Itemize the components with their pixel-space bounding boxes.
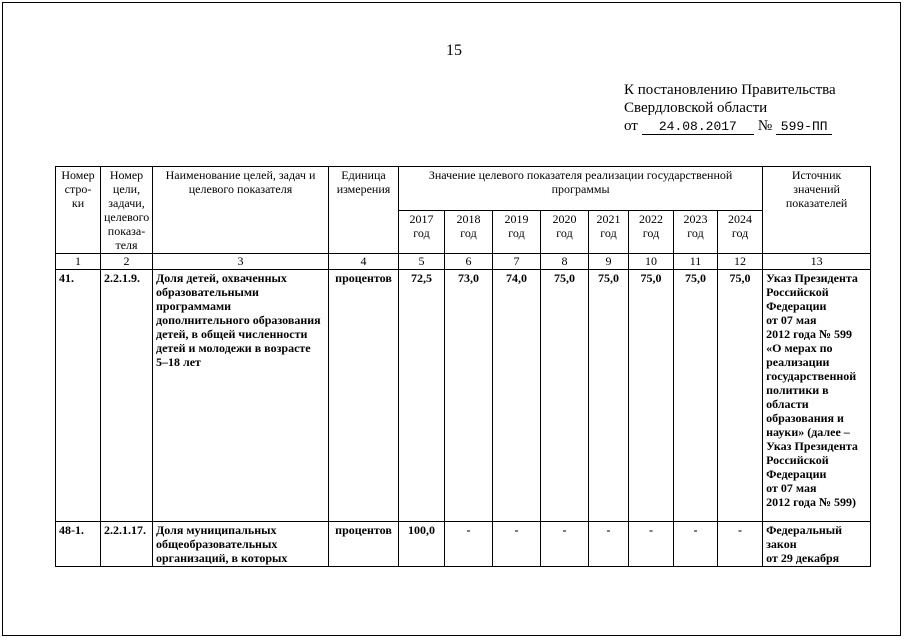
row-source-line: политики в: [766, 383, 829, 397]
column-number: 7: [493, 254, 541, 270]
header-year-2022: [629, 210, 674, 254]
row-source-line: Федерации: [766, 467, 827, 481]
header-year-2020: [541, 210, 589, 254]
row-source-cell: [763, 270, 871, 522]
column-number: 13: [763, 254, 871, 270]
page-number: 15: [446, 42, 462, 59]
row-name-cell: [153, 522, 329, 567]
header-year-line: 2019: [504, 211, 529, 226]
header-text-line: ки: [71, 196, 85, 210]
header-text-line: задачи,: [108, 196, 145, 210]
row-value-cell: 75,0: [674, 270, 718, 522]
header-year-line: год: [508, 225, 525, 240]
header-year-line: 2021: [596, 211, 621, 226]
row-unit-cell: процентов: [329, 522, 399, 567]
header-text-line: целевого: [104, 210, 150, 224]
row-source-line: области: [766, 397, 809, 411]
row-source-line: образования и: [766, 411, 844, 425]
from-label: от: [624, 118, 638, 134]
table-row: [56, 522, 871, 567]
header-year-2018: [445, 210, 493, 254]
row-value-cell: -: [718, 522, 763, 567]
row-value-cell: 73,0: [445, 270, 493, 522]
header-values-group: [399, 167, 763, 211]
header-text-line: Единица: [341, 168, 386, 182]
row-name-cell: [153, 270, 329, 522]
row-value-cell: 75,0: [629, 270, 674, 522]
header-unit: [329, 167, 399, 254]
row-name-line: организаций, в которых: [156, 551, 288, 565]
row-value-cell: -: [589, 522, 629, 567]
row-name-line: детей, в общей численности: [156, 327, 308, 341]
row-source-line: государственной: [766, 369, 857, 383]
header-text-line: Номер: [61, 168, 95, 182]
row-name-line: Доля муниципальных: [156, 523, 277, 537]
header-text-line: измерения: [336, 182, 391, 196]
row-value-cell: 72,5: [399, 270, 445, 522]
column-number: 6: [445, 254, 493, 270]
row-value-cell: -: [445, 522, 493, 567]
row-number-cell: 48-1.: [56, 522, 101, 567]
column-number: 2: [101, 254, 153, 270]
header-year-2021: [589, 210, 629, 254]
row-code-cell: 2.2.1.17.: [101, 522, 153, 567]
table-row: [56, 270, 871, 522]
row-name-line: общеобразовательных: [156, 537, 278, 551]
row-value-cell: 75,0: [589, 270, 629, 522]
header-source: [763, 167, 871, 254]
row-name-line: детей и молодежи в возрасте: [156, 341, 311, 355]
header-text-line: Номер: [109, 168, 144, 182]
header-row-number: [56, 167, 101, 254]
header-year-line: год: [642, 225, 660, 240]
row-name-line: Доля детей, охваченных: [156, 271, 287, 285]
row-source-line: 2012 года № 599: [766, 327, 853, 341]
table-body: [56, 270, 871, 567]
row-value-cell: 74,0: [493, 270, 541, 522]
header-year-line: год: [687, 225, 704, 240]
row-value-cell: -: [493, 522, 541, 567]
header-year-line: год: [600, 225, 617, 240]
row-source-line: Федерации: [766, 299, 827, 313]
attachment-note: [624, 81, 836, 135]
header-year-2024: [718, 210, 763, 254]
row-number-cell: 41.: [56, 270, 101, 522]
header-text-line: Источник: [791, 168, 842, 182]
row-name-line: 5–18 лет: [156, 355, 201, 369]
row-source-line: закон: [766, 537, 797, 551]
header-year-line: 2020: [552, 211, 577, 226]
decree-number: 599-ПП: [776, 120, 832, 135]
column-number: 9: [589, 254, 629, 270]
row-source-line: от 29 декабря: [766, 551, 840, 565]
header-text-line: теля: [115, 238, 138, 252]
column-number: 8: [541, 254, 589, 270]
header-text-line: Наименование целей, задач и: [165, 168, 316, 182]
header-text-line: показа-: [107, 224, 146, 238]
row-value-cell: -: [541, 522, 589, 567]
column-number: 3: [153, 254, 329, 270]
row-value-cell: 75,0: [718, 270, 763, 522]
row-name-line: дополнительного образования: [156, 313, 321, 327]
column-numbers-row: [56, 254, 871, 270]
header-year-line: 2018: [456, 211, 481, 226]
row-code-cell: 2.2.1.9.: [101, 270, 153, 522]
header-row-1: [56, 167, 871, 211]
indicators-table: [55, 166, 871, 567]
row-source-cell: [763, 522, 871, 567]
row-source-line: Российской: [766, 285, 829, 299]
row-source-line: Указ Президента: [766, 439, 858, 453]
header-year-line: 2024: [728, 211, 753, 226]
row-unit-cell: процентов: [329, 270, 399, 522]
header-text-line: значений: [793, 182, 840, 196]
attachment-line-1: К постановлению Правительства: [624, 82, 836, 98]
row-source-line: 2012 года № 599): [766, 495, 857, 509]
column-number: 1: [56, 254, 101, 270]
row-source-line: науки» (далее –: [766, 425, 850, 439]
header-year-line: 2023: [683, 211, 708, 226]
row-source-line: Федеральный: [766, 523, 843, 537]
header-year-line: 2022: [639, 211, 663, 226]
decree-date: 24.08.2017: [642, 120, 754, 135]
row-value-cell: 75,0: [541, 270, 589, 522]
row-source-line: Российской: [766, 453, 829, 467]
column-number: 5: [399, 254, 445, 270]
header-text-line: программы: [551, 182, 610, 196]
row-source-line: реализации: [766, 355, 830, 369]
header-year-2019: [493, 210, 541, 254]
row-source-line: «О мерах по: [766, 341, 833, 355]
header-text-line: целевого показателя: [188, 182, 293, 196]
header-year-line: год: [731, 225, 749, 240]
header-text-line: Значение целевого показателя реализации государственной: [428, 168, 733, 182]
attachment-line-3: [624, 117, 836, 135]
column-number: 4: [329, 254, 399, 270]
row-name-line: образовательными: [156, 285, 259, 299]
row-value-cell: -: [674, 522, 718, 567]
row-source-line: от 07 мая: [766, 313, 817, 327]
header-name: [153, 167, 329, 254]
header-year-2017: [399, 210, 445, 254]
header-year-line: год: [556, 225, 573, 240]
header-text-line: цели,: [112, 182, 141, 196]
column-number: 10: [629, 254, 674, 270]
header-goal-number: [101, 167, 153, 254]
attachment-line-2: Свердловской области: [624, 100, 768, 116]
row-value-cell: 100,0: [399, 522, 445, 567]
column-number: 12: [718, 254, 763, 270]
row-name-line: программами: [156, 299, 232, 313]
row-value-cell: -: [629, 522, 674, 567]
row-source-line: Указ Президента: [766, 271, 858, 285]
column-number: 11: [674, 254, 718, 270]
header-text-line: стро-: [64, 182, 92, 196]
row-source-line: от 07 мая: [766, 481, 817, 495]
header-text-line: показателей: [785, 196, 848, 210]
header-year-line: 2017: [409, 211, 434, 226]
header-year-2023: [674, 210, 718, 254]
header-year-line: год: [413, 225, 430, 240]
header-year-line: год: [460, 225, 477, 240]
number-label: №: [757, 118, 773, 134]
